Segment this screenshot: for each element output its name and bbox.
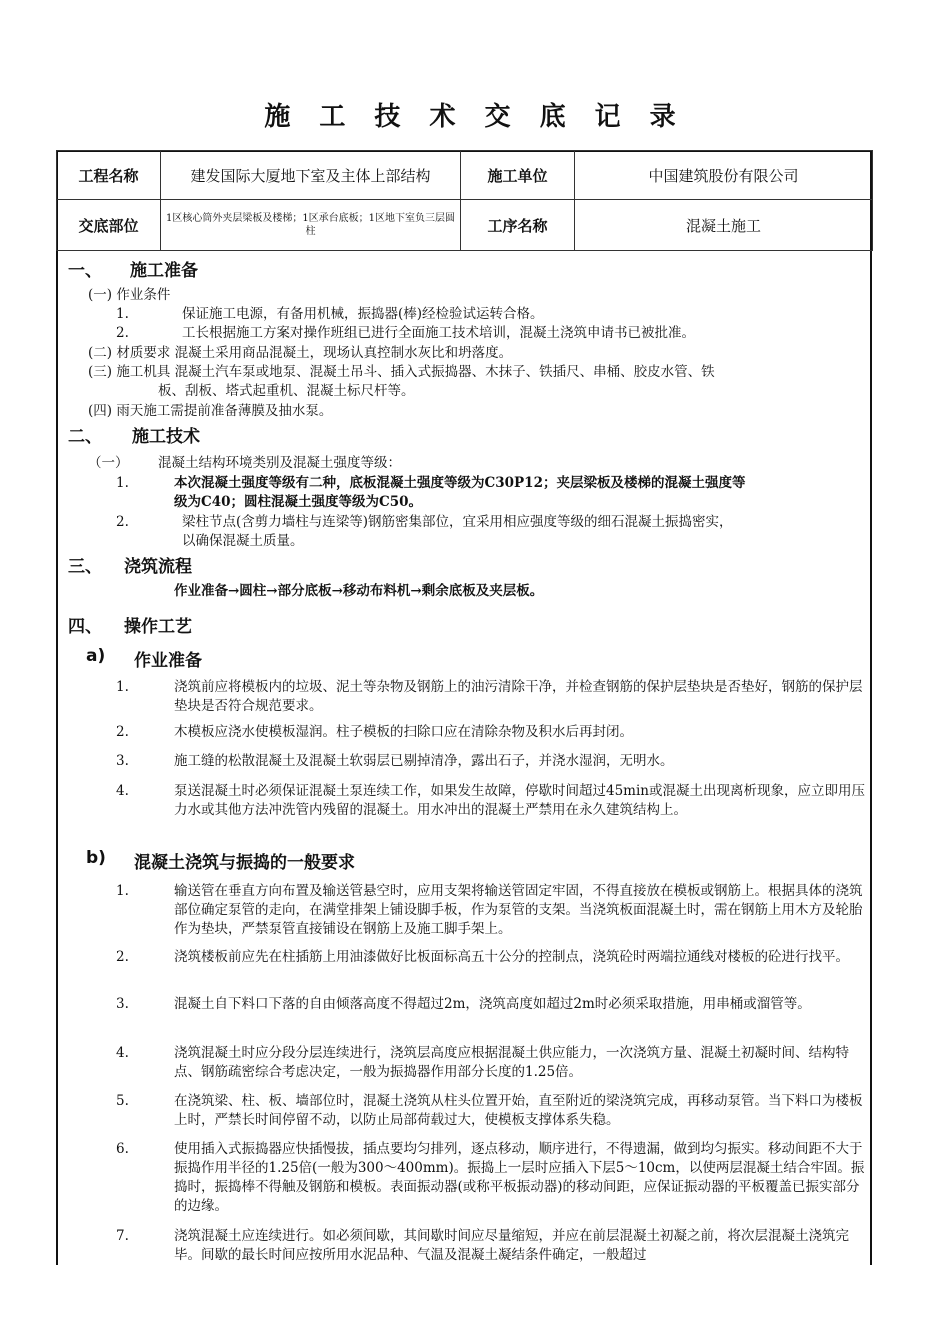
handover-part-value: 1区核心筒外夹层梁板及楼梯；1区承台底板；1区地下室负三层圆柱 <box>161 200 461 251</box>
process-name-value: 混凝土施工 <box>575 200 873 251</box>
s1-item-3: (三) 施工机具 混凝土汽车泵或地泵、混凝土吊斗、插入式振捣器、木抹子、铁插尺、串桶、胶皮水管、铁 <box>88 364 715 380</box>
b-item-number: 2. <box>116 949 129 965</box>
subsection-b-title: 混凝土浇筑与振捣的一般要求 <box>134 853 355 873</box>
section-3-title: 浇筑流程 <box>124 557 192 577</box>
construction-unit-value: 中国建筑股份有限公司 <box>575 151 873 200</box>
section-3-number: 三、 <box>68 557 102 577</box>
b-item-number: 7. <box>116 1228 129 1244</box>
s2-item-1-number: （一） <box>88 455 129 471</box>
b-item-text: 浇筑混凝土应连续进行。如必须间歇，其间歇时间应尽量缩短，并应在前层混凝土初凝之前，将次层混凝土浇筑完毕。间歇的最长时间应按所用水泥品种、气温及混凝土凝结条件确定，一般超过 <box>174 1228 849 1263</box>
section-1-title: 施工准备 <box>130 261 198 281</box>
section-2-title: 施工技术 <box>132 427 200 447</box>
s1-item-1: (一) 作业条件 <box>88 287 171 303</box>
s1-item-2: (二) 材质要求 混凝土采用商品混凝土，现场认真控制水灰比和坍落度。 <box>88 345 513 361</box>
a-item-number: 3. <box>116 753 129 769</box>
section-4-title: 操作工艺 <box>124 617 192 637</box>
b-item-number: 3. <box>116 996 129 1012</box>
subsection-a-title: 作业准备 <box>134 651 202 671</box>
process-name-label: 工序名称 <box>461 200 575 251</box>
flow-text: 作业准备→圆柱→部分底板→移动布料机→剩余底板及夹层板。 <box>174 583 544 599</box>
b-item-number: 4. <box>116 1045 129 1061</box>
a-item-number: 2. <box>116 724 129 740</box>
b-item-number: 5. <box>116 1093 129 1109</box>
project-name-value: 建发国际大厦地下室及主体上部结构 <box>161 151 461 200</box>
a-item-number: 1. <box>116 679 129 695</box>
page-title: 施 工 技 术 交 底 记 录 <box>264 102 686 132</box>
s1-item-1-1: 保证施工电源，有备用机械，振捣器(棒)经检验试运转合格。 <box>182 306 544 322</box>
s1-item-1-1-number: 1. <box>116 306 129 322</box>
b-item-number: 1. <box>116 883 129 899</box>
section-1-number: 一、 <box>68 261 102 281</box>
a-item-text: 木模板应浇水使模板湿润。柱子模板的扫除口应在清除杂物及积水后再封闭。 <box>174 724 633 740</box>
b-item-text: 使用插入式振捣器应快插慢拔，插点要均匀排列，逐点移动，顺序进行，不得遗漏，做到均匀振实。移动间距不大于振捣作用半径的1.25倍(一般为300～400mm)。振捣上一层时应插入下层5～10cm，以使两层混凝土结合牢固。振捣时，振捣棒不得触及钢筋和模板。表面振动器(或称平板振动器)的移动间距，应保证振动器的平板覆盖已振实部分的边缘。 <box>174 1141 865 1214</box>
a-item-text: 泵送混凝土时必须保证混凝土泵连续工作，如果发生故障，停歇时间超过45min或混凝土出现离析现象，应立即用压力水或其他方法冲洗管内残留的混凝土。用水冲出的混凝土严禁用在永久建筑结构上。 <box>174 783 865 818</box>
s2-item-1-2-cont: 以确保混凝土质量。 <box>182 533 304 549</box>
a-item-text: 施工缝的松散混凝土及混凝土软弱层已剔掉清净，露出石子，并浇水湿润，无明水。 <box>174 753 674 769</box>
s1-item-1-2-number: 2. <box>116 325 129 341</box>
s2-item-1-1: 本次混凝土强度等级有二种，底板混凝土强度等级为C30P12；夹层梁板及楼梯的混凝土强度等 <box>174 475 746 491</box>
s2-item-1-2-number: 2. <box>116 514 129 530</box>
b-item-text: 输送管在垂直方向布置及输送管悬空时，应用支架将输送管固定牢固，不得直接放在模板或钢筋上。根据具体的浇筑部位确定泵管的走向，在满堂排架上铺设脚手板，作为泵管的支架。当浇筑板面混凝土时，需在钢筋上用木方及轮胎作为垫块，严禁泵管直接铺设在钢筋上及施工脚手架上。 <box>174 883 863 937</box>
subsection-a-number: a) <box>86 646 106 666</box>
s2-item-1-1-cont: 级为C40；圆柱混凝土强度等级为C50。 <box>174 494 423 510</box>
b-item-text: 浇筑混凝土时应分段分层连续进行，浇筑层高度应根据混凝土供应能力，一次浇筑方量、混凝土初凝时间、结构特点、钢筋疏密综合考虑决定，一般为振捣器作用部分长度的1.25倍。 <box>174 1045 849 1080</box>
s2-item-1-1-number: 1. <box>116 475 129 491</box>
s1-item-1-2: 工长根据施工方案对操作班组已进行全面施工技术培训，混凝土浇筑申请书已被批准。 <box>182 325 695 341</box>
section-2-number: 二、 <box>68 427 102 447</box>
handover-part-label: 交底部位 <box>57 200 161 251</box>
a-item-number: 4. <box>116 783 129 799</box>
b-item-text: 在浇筑梁、柱、板、墙部位时，混凝土浇筑从柱头位置开始，直至附近的梁浇筑完成，再移动泵管。当下料口为楼板上时，严禁长时间停留不动，以防止局部荷载过大，使模板支撑体系失稳。 <box>174 1093 863 1128</box>
a-item-text: 浇筑前应将模板内的垃圾、泥土等杂物及钢筋上的油污清除干净，并检查钢筋的保护层垫块是否垫好，钢筋的保护层垫块是否符合规范要求。 <box>174 679 863 714</box>
s1-item-4: (四) 雨天施工需提前准备薄膜及抽水泵。 <box>88 403 333 419</box>
s2-item-1: 混凝土结构环境类别及混凝土强度等级： <box>158 455 401 471</box>
s2-item-1-2: 梁柱节点(含剪力墙柱与连梁等)钢筋密集部位，宜采用相应强度等级的细石混凝土振捣密实， <box>182 514 733 530</box>
b-item-number: 6. <box>116 1141 129 1157</box>
subsection-b-number: b) <box>86 848 106 868</box>
section-4-number: 四、 <box>68 617 102 637</box>
s1-item-3-cont: 板、刮板、塔式起重机、混凝土标尺杆等。 <box>158 383 415 399</box>
construction-unit-label: 施工单位 <box>461 151 575 200</box>
header-table <box>56 150 873 251</box>
b-item-text: 混凝土自下料口下落的自由倾落高度不得超过2m，浇筑高度如超过2m时必须采取措施，用串桶或溜管等。 <box>174 996 811 1012</box>
project-name-label: 工程名称 <box>57 151 161 200</box>
b-item-text: 浇筑楼板前应先在柱插筋上用油漆做好比板面标高五十公分的控制点，浇筑砼时两端拉通线对楼板的砼进行找平。 <box>174 949 849 965</box>
